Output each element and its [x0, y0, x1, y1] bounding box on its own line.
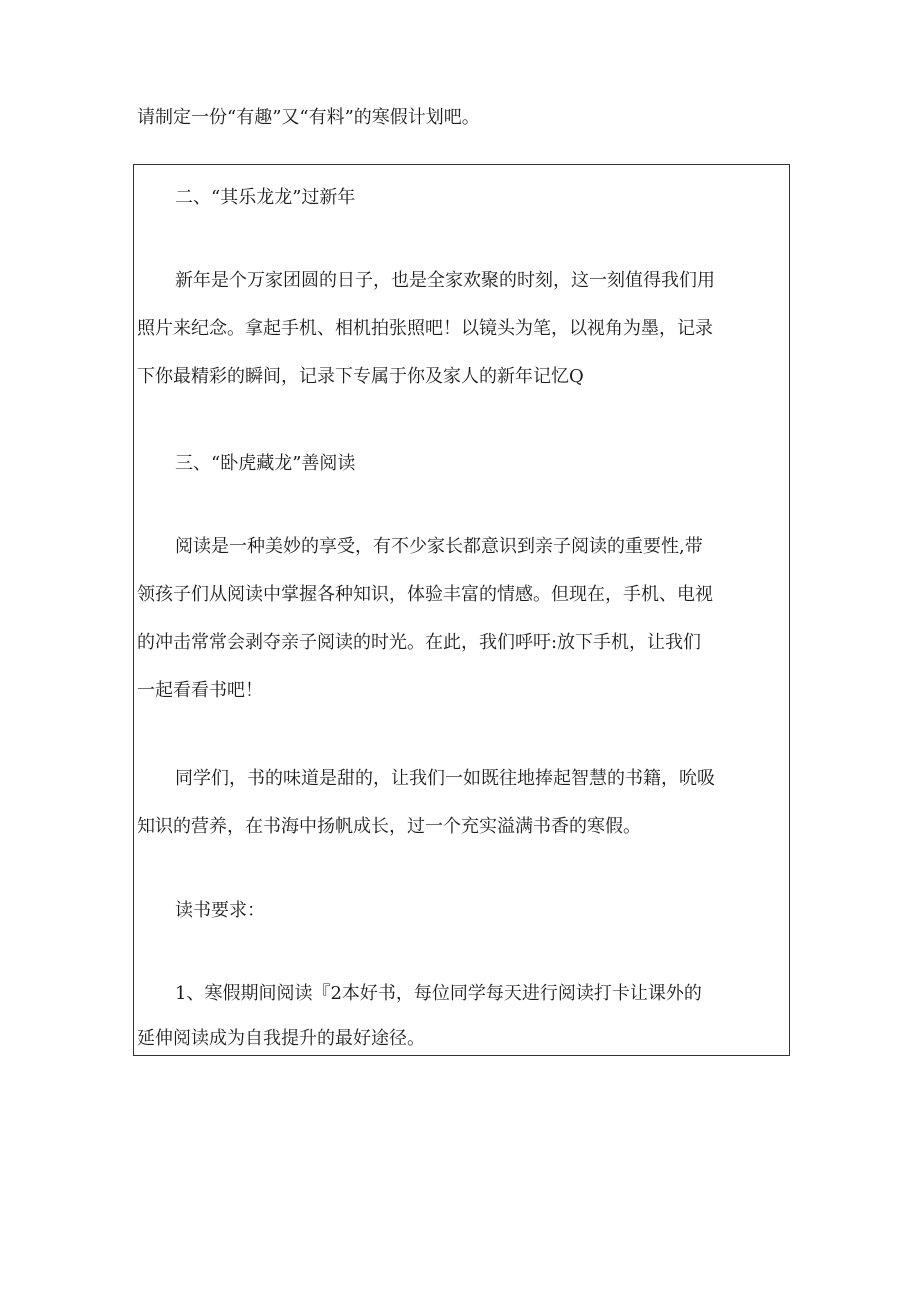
section3-para1-line: 阅读是一种美妙的享受，有不少家长都意识到亲子阅读的重要性,带	[175, 536, 703, 557]
intro-text: 请制定一份“有趣”又“有料”的寒假计划吧。	[137, 107, 480, 128]
section2-heading: 二、“其乐龙龙”过新年	[175, 187, 356, 208]
section3-para1-line: 一起看看书吧！	[137, 680, 263, 701]
requirement-line: 1、寒假期间阅读『2本好书，每位同学每天进行阅读打卡让课外的	[175, 983, 702, 1004]
section2-line: 新年是个万家团圆的日子，也是全家欢聚的时刻，这一刻值得我们用	[175, 270, 715, 291]
section3-para2-line: 同学们，书的味道是甜的，让我们一如既往地捧起智慧的书籍，吮吸	[175, 768, 715, 789]
section3-heading: 三、“卧虎藏龙”善阅读	[175, 453, 356, 474]
section3-para1-line: 领孩子们从阅读中掌握各种知识，体验丰富的情感。但现在，手机、电视	[137, 584, 713, 605]
section3-para2-line: 知识的营养，在书海中扬帆成长，过一个充实溢满书香的寒假。	[137, 816, 641, 837]
section2-line: 照片来纪念。拿起手机、相机拍张照吧！以镜头为笔，以视角为墨，记录	[137, 318, 713, 339]
content-box	[133, 164, 790, 1056]
section2-line: 下你最精彩的瞬间，记录下专属于你及家人的新年记忆Q	[137, 366, 584, 387]
requirement-line: 延伸阅读成为自我提升的最好途径。	[137, 1028, 425, 1049]
section3-para1-line: 的冲击常常会剥夺亲子阅读的时光。在此，我们呼吁:放下手机，让我们	[137, 632, 702, 653]
requirements-label: 读书要求：	[175, 900, 265, 921]
